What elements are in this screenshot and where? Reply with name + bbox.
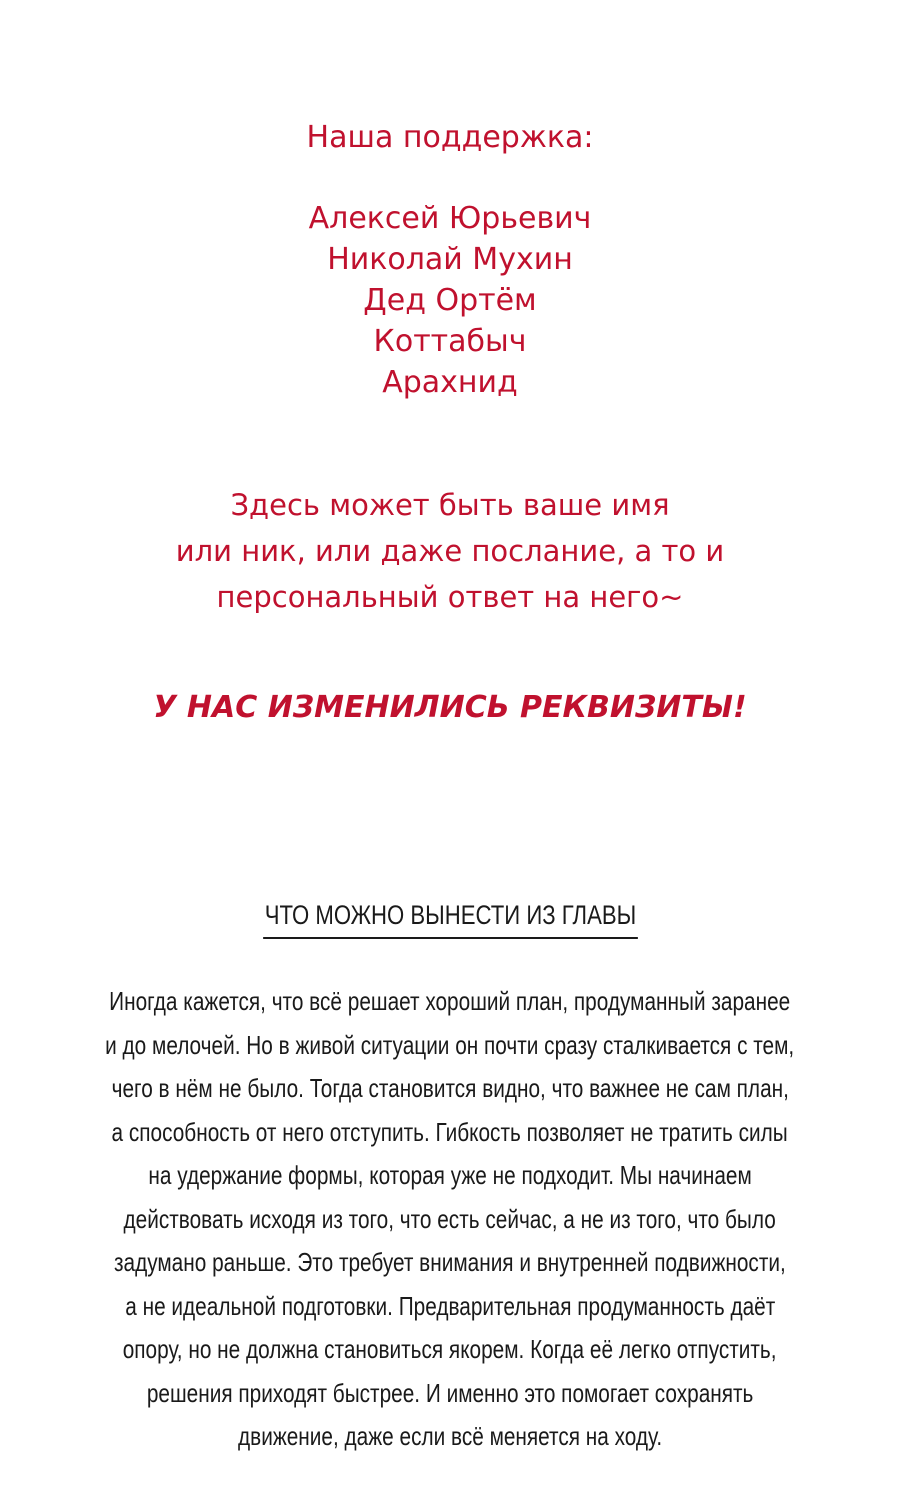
supporter-name: Коттабыч bbox=[373, 324, 527, 359]
summary-line bbox=[0, 980, 900, 1024]
summary-line-text: и до мелочей. Но в живой ситуации он почти сразу сталкивается с тем, bbox=[105, 1029, 795, 1060]
promo-line: персональный ответ на него~ bbox=[216, 580, 684, 614]
promo-message bbox=[0, 482, 900, 620]
summary-title-text: ЧТО МОЖНО ВЫНЕСТИ ИЗ ГЛАВЫ bbox=[263, 896, 638, 939]
summary-paragraph bbox=[0, 980, 900, 1459]
support-heading: Наша поддержка: bbox=[306, 120, 594, 155]
summary-line-text: чего в нём не было. Тогда становится видно, что важнее не сам план, bbox=[111, 1073, 789, 1103]
summary-line-text: решения приходят быстрее. И именно это помогает сохранять bbox=[146, 1377, 754, 1408]
summary-line-text: а не идеальной подготовки. Предварительная продуманность даёт bbox=[124, 1290, 775, 1321]
promo-line: Здесь может быть ваше имя bbox=[230, 488, 670, 522]
summary-line bbox=[0, 1372, 900, 1416]
supporter-name: Николай Мухин bbox=[327, 242, 573, 277]
summary-line bbox=[0, 1198, 900, 1242]
summary-line bbox=[0, 1111, 900, 1155]
summary-line-text: на удержание формы, которая уже не подходит. Мы начинаем bbox=[148, 1160, 752, 1190]
summary-line bbox=[0, 1328, 900, 1372]
supporters-list bbox=[0, 198, 900, 403]
supporter-name: Дед Ортём bbox=[363, 283, 537, 318]
summary-line-text: действовать исходя из того, что есть сейчас, а не из того, что было bbox=[123, 1203, 777, 1234]
requisites-notice: У НАС ИЗМЕНИЛИСЬ РЕКВИЗИТЫ! bbox=[153, 690, 747, 725]
summary-line-text: а способность от него отступить. Гибкость позволяет не тратить силы bbox=[111, 1116, 789, 1147]
summary-title bbox=[0, 896, 900, 939]
summary-line bbox=[0, 1067, 900, 1111]
summary-line bbox=[0, 1415, 900, 1459]
summary-line-text: опору, но не должна становиться якорем. Когда её легко отпустить, bbox=[123, 1334, 777, 1364]
supporter-name: Арахнид bbox=[382, 365, 518, 400]
summary-line bbox=[0, 1285, 900, 1329]
promo-line: или ник, или даже послание, а то и bbox=[175, 534, 725, 568]
summary-line bbox=[0, 1154, 900, 1198]
summary-line-text: задумано раньше. Это требует внимания и внутренней подвижности, bbox=[114, 1247, 786, 1277]
summary-line bbox=[0, 1024, 900, 1068]
supporter-name: Алексей Юрьевич bbox=[308, 201, 592, 236]
summary-line bbox=[0, 1241, 900, 1285]
summary-line-text: Иногда кажется, что всё решает хороший план, продуманный заранее bbox=[109, 986, 791, 1016]
summary-line-text: движение, даже если всё меняется на ходу. bbox=[237, 1421, 663, 1451]
